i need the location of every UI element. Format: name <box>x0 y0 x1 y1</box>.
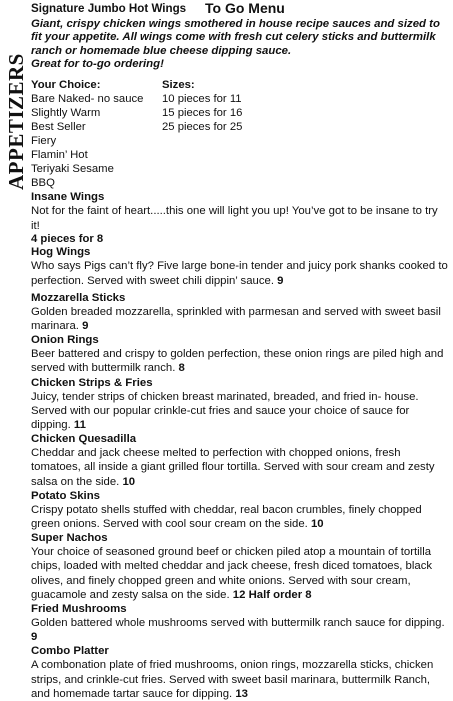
item-description-block <box>31 545 449 602</box>
item-description: Crispy potato shells stuffed with cheddar, real bacon crumbles, finely chopped green onions. Served with cool sour cream on the side. <box>31 503 422 530</box>
choice-column <box>31 79 162 190</box>
menu-item <box>31 333 449 375</box>
menu-item <box>31 245 449 287</box>
item-description-block <box>31 390 449 433</box>
item-name: Super Nachos <box>31 532 108 545</box>
item-name: Fried Mushrooms <box>31 603 127 615</box>
item-name: Hog Wings <box>31 246 91 259</box>
header-row <box>31 0 449 18</box>
menu-item <box>31 376 449 433</box>
item-name: Insane Wings <box>31 191 105 204</box>
menu-content <box>31 0 449 701</box>
size-item: 10 pieces for 11 <box>162 93 242 106</box>
item-description: Golden breaded mozzarella, sprinkled with parmesan and served with sweet basil marinara. <box>31 305 441 332</box>
section-label-appetizers: APPETIZERS <box>4 53 28 190</box>
menu-item <box>31 432 449 489</box>
item-description: Cheddar and jack cheese melted to perfection with chopped onions, fresh tomatoes, all inside a giant grilled flour tortilla. Served with sour cream and zesty salsa on the side. <box>31 447 435 488</box>
item-description: Your choice of seasoned ground beef or chicken piled atop a mountain of tortilla chips, loaded with melted cheddar and jack cheese, fresh diced tomatoes, black olives, and finely chopped green and white onions. Served with sour cream, guacamole and zesty salsa on the side. <box>31 546 433 601</box>
menu-title: To Go Menu <box>205 0 285 16</box>
item-price: 10 <box>122 475 136 488</box>
item-name: Onion Rings <box>31 334 99 347</box>
menu-item <box>31 531 449 602</box>
item-price: 8 <box>178 362 185 375</box>
side-label <box>0 8 28 188</box>
choice-item: Teriyaki Sesame <box>31 162 114 175</box>
choice-item: Flamin’ Hot <box>31 148 88 161</box>
menu-item <box>31 489 449 531</box>
item-name: Chicken Quesadilla <box>31 433 137 446</box>
item-description-block <box>31 616 449 644</box>
item-description-block <box>31 259 449 287</box>
item-description-block <box>31 503 449 531</box>
item-price: 10 <box>310 517 324 530</box>
choice-item: BBQ <box>31 176 55 189</box>
sizes-header: Sizes: <box>162 79 195 92</box>
wings-note: Great for to-go ordering! <box>31 57 164 70</box>
wings-title: Signature Jumbo Hot Wings <box>31 2 187 15</box>
item-price: 4 pieces for 8 <box>31 232 104 245</box>
item-description: Golden battered whole mushrooms served with buttermilk ranch sauce for dipping. <box>31 617 445 629</box>
item-description: Juicy, tender strips of chicken breast marinated, breaded, and fried in- house. Served with our popular crinkle-cut fries and sauce your choice of sauce for dipping. <box>31 390 419 431</box>
menu-item <box>31 190 449 245</box>
choice-item: Fiery <box>31 134 57 147</box>
item-description: Beer battered and crispy to golden perfection, these onion rings are piled high and served with buttermilk ranch. <box>31 348 444 375</box>
wings-description: Giant, crispy chicken wings smothered in house recipe sauces and sized to fit your appetite. All wings come with fresh cut celery sticks and buttermilk ranch or homemade blue cheese dipping sauce. <box>31 18 440 57</box>
wings-options <box>31 79 449 190</box>
item-price: 9 <box>31 631 38 644</box>
item-description: Not for the faint of heart.....this one will light you up! You’ve got to be insane to try it! <box>31 205 438 232</box>
choice-item: Bare Naked- no sauce <box>31 93 144 106</box>
item-price: 11 <box>73 418 86 431</box>
item-description-block <box>31 658 449 701</box>
item-description: Who says Pigs can’t fly? Five large bone-in tender and juicy pork shanks cooked to perfection. Served with sweet chili dippin’ sauce. <box>31 260 448 287</box>
choice-header: Your Choice: <box>31 79 101 92</box>
size-item: 15 pieces for 16 <box>162 107 243 119</box>
item-description: A combonation plate of fried mushrooms, onion rings, mozzarella sticks, chicken strips, and crinkle-cut fries. Served with sweet basil marinara, buttermilk Ranch, and homemade tartar sauce for dipping. <box>31 659 434 700</box>
item-description-block <box>31 347 449 375</box>
item-price: 12 Half order 8 <box>232 588 312 601</box>
menu-item <box>31 644 449 701</box>
choice-item: Slightly Warm <box>31 107 101 119</box>
item-price: 9 <box>82 319 89 332</box>
item-description-block <box>31 305 449 333</box>
item-name: Mozzarella Sticks <box>31 291 126 304</box>
item-price: 13 <box>235 687 248 700</box>
choice-item: Best Seller <box>31 120 86 133</box>
item-name: Combo Platter <box>31 645 109 658</box>
menu-item <box>31 291 449 333</box>
size-column <box>162 79 322 190</box>
item-name: Potato Skins <box>31 489 100 502</box>
item-description-block <box>31 446 449 489</box>
size-item: 25 pieces for 25 <box>162 120 243 133</box>
menu-item <box>31 602 449 644</box>
item-name: Chicken Strips & Fries <box>31 376 153 389</box>
item-price: 9 <box>277 274 284 287</box>
